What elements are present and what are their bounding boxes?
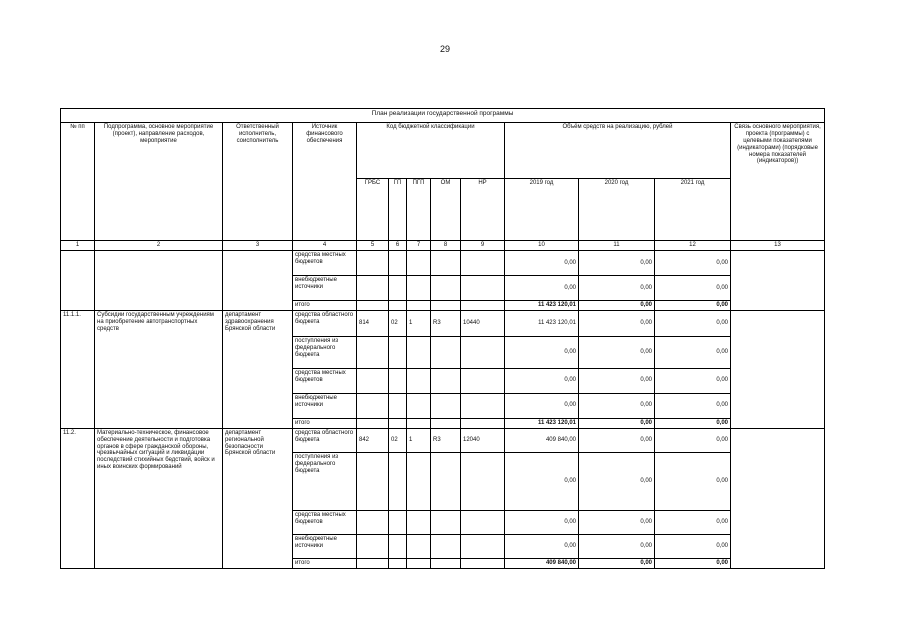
table-title-row (61, 109, 825, 123)
cell-num (61, 251, 95, 311)
cell-pgp: 1 (407, 428, 431, 452)
cell-num: 11.1.1. (61, 310, 95, 428)
cell-pgp: 1 (407, 310, 431, 336)
cell-source: средства местных бюджетов (293, 251, 357, 276)
cell-2020: 0,00 (579, 428, 655, 452)
cell-2019: 409 840,00 (505, 428, 579, 452)
cell-2021: 0,00 (655, 452, 731, 510)
cell-source: итого (293, 558, 357, 568)
cell-gp: 02 (389, 310, 407, 336)
cell-2021: 0,00 (655, 510, 731, 534)
cell-2021: 0,00 (655, 558, 731, 568)
cell-2020: 0,00 (579, 368, 655, 393)
header-2020: 2020 год (579, 179, 655, 241)
col-number: 13 (731, 241, 825, 251)
col-number: 9 (461, 241, 505, 251)
col-number: 2 (95, 241, 223, 251)
cell-2021: 0,00 (655, 534, 731, 558)
cell-executor: департамент региональной безопасности Брянской области (223, 428, 293, 568)
table-row (61, 310, 825, 336)
cell-2019: 11 423 120,01 (505, 418, 579, 428)
header-grbs: ГРБС (357, 179, 389, 241)
cell-om: R3 (431, 310, 461, 336)
cell-source: внебюджетные источники (293, 534, 357, 558)
header-budget-code: Код бюджетной классификации (357, 123, 505, 179)
cell-2019: 11 423 120,01 (505, 301, 579, 311)
header-indicators: Связь основного мероприятия, проекта (программы) с целевыми показателями (индикаторами) (порядковые номера показателей (индикаторов)) (731, 123, 825, 241)
header-gp: ГП (389, 179, 407, 241)
cell-2021: 0,00 (655, 393, 731, 418)
cell-2020: 0,00 (579, 418, 655, 428)
cell-2021: 0,00 (655, 251, 731, 276)
cell-grbs: 842 (357, 428, 389, 452)
cell-source: средства областного бюджета (293, 428, 357, 452)
header-2019: 2019 год (505, 179, 579, 241)
cell-2019: 0,00 (505, 251, 579, 276)
page-number: 29 (440, 44, 451, 54)
cell-source: средства местных бюджетов (293, 368, 357, 393)
header-funds: Объём средств на реализацию, рублей (505, 123, 731, 179)
cell-program: Субсидии государственным учреждениям на приобретение автотранспортных средств (95, 310, 223, 428)
cell-2020: 0,00 (579, 558, 655, 568)
cell-2019: 409 840,00 (505, 558, 579, 568)
implementation-plan-table (60, 108, 825, 569)
cell-source: внебюджетные источники (293, 393, 357, 418)
cell-2021: 0,00 (655, 368, 731, 393)
cell-nr: 12040 (461, 428, 505, 452)
cell-2019: 0,00 (505, 393, 579, 418)
cell-program (95, 251, 223, 311)
cell-gp: 02 (389, 428, 407, 452)
header-source: Источник финансового обеспечения (293, 123, 357, 241)
cell-2019: 0,00 (505, 368, 579, 393)
cell-2021: 0,00 (655, 428, 731, 452)
cell-2020: 0,00 (579, 251, 655, 276)
col-number: 1 (61, 241, 95, 251)
col-number: 5 (357, 241, 389, 251)
cell-2019: 0,00 (505, 534, 579, 558)
col-number: 11 (579, 241, 655, 251)
cell-2021: 0,00 (655, 301, 731, 311)
col-number: 12 (655, 241, 731, 251)
cell-2021: 0,00 (655, 276, 731, 301)
cell-2021: 0,00 (655, 418, 731, 428)
cell-source: средства местных бюджетов (293, 510, 357, 534)
cell-source: поступления из федерального бюджета (293, 336, 357, 368)
cell-source: поступления из федерального бюджета (293, 452, 357, 510)
cell-source: средства областного бюджета (293, 310, 357, 336)
col-number: 8 (431, 241, 461, 251)
cell-2020: 0,00 (579, 301, 655, 311)
col-number: 4 (293, 241, 357, 251)
cell-2020: 0,00 (579, 336, 655, 368)
header-program: Подпрограмма, основное мероприятие (проект), направление расходов, мероприятие (95, 123, 223, 241)
cell-2019: 0,00 (505, 276, 579, 301)
cell-source: итого (293, 418, 357, 428)
cell-source: итого (293, 301, 357, 311)
cell-2020: 0,00 (579, 393, 655, 418)
col-number: 7 (407, 241, 431, 251)
header-om: ОМ (431, 179, 461, 241)
cell-num: 11.2. (61, 428, 95, 568)
table-row (61, 428, 825, 452)
cell-source: внебюджетные источники (293, 276, 357, 301)
table-row (61, 251, 825, 276)
cell-indicators (731, 310, 825, 428)
cell-2021: 0,00 (655, 310, 731, 336)
header-pgp: ПГП (407, 179, 431, 241)
cell-2019: 0,00 (505, 336, 579, 368)
cell-executor (223, 251, 293, 311)
cell-executor: департамент здравоохранения Брянской области (223, 310, 293, 428)
cell-program: Материально-техническое, финансовое обеспечение деятельности и подготовка органов в сфере гражданской обороны, чрезвычайных ситуаций и ликвидации последствий стихийных бедствий, войск и иных воинских формирований (95, 428, 223, 568)
header-row (61, 123, 825, 179)
cell-indicators (731, 251, 825, 311)
cell-2020: 0,00 (579, 452, 655, 510)
header-2021: 2021 год (655, 179, 731, 241)
cell-2020: 0,00 (579, 310, 655, 336)
cell-2019: 0,00 (505, 452, 579, 510)
cell-2019: 0,00 (505, 510, 579, 534)
header-num: № пп (61, 123, 95, 241)
cell-om: R3 (431, 428, 461, 452)
cell-grbs: 814 (357, 310, 389, 336)
column-number-row (61, 241, 825, 251)
col-number: 3 (223, 241, 293, 251)
col-number: 10 (505, 241, 579, 251)
header-nr: НР (461, 179, 505, 241)
cell-2020: 0,00 (579, 534, 655, 558)
col-number: 6 (389, 241, 407, 251)
cell-2020: 0,00 (579, 276, 655, 301)
table-title: План реализации государственной программы (61, 109, 825, 123)
header-executor: Ответственный исполнитель, соисполнитель (223, 123, 293, 241)
cell-2020: 0,00 (579, 510, 655, 534)
cell-2019: 11 423 120,01 (505, 310, 579, 336)
cell-2021: 0,00 (655, 336, 731, 368)
cell-indicators (731, 428, 825, 568)
cell-nr: 10440 (461, 310, 505, 336)
